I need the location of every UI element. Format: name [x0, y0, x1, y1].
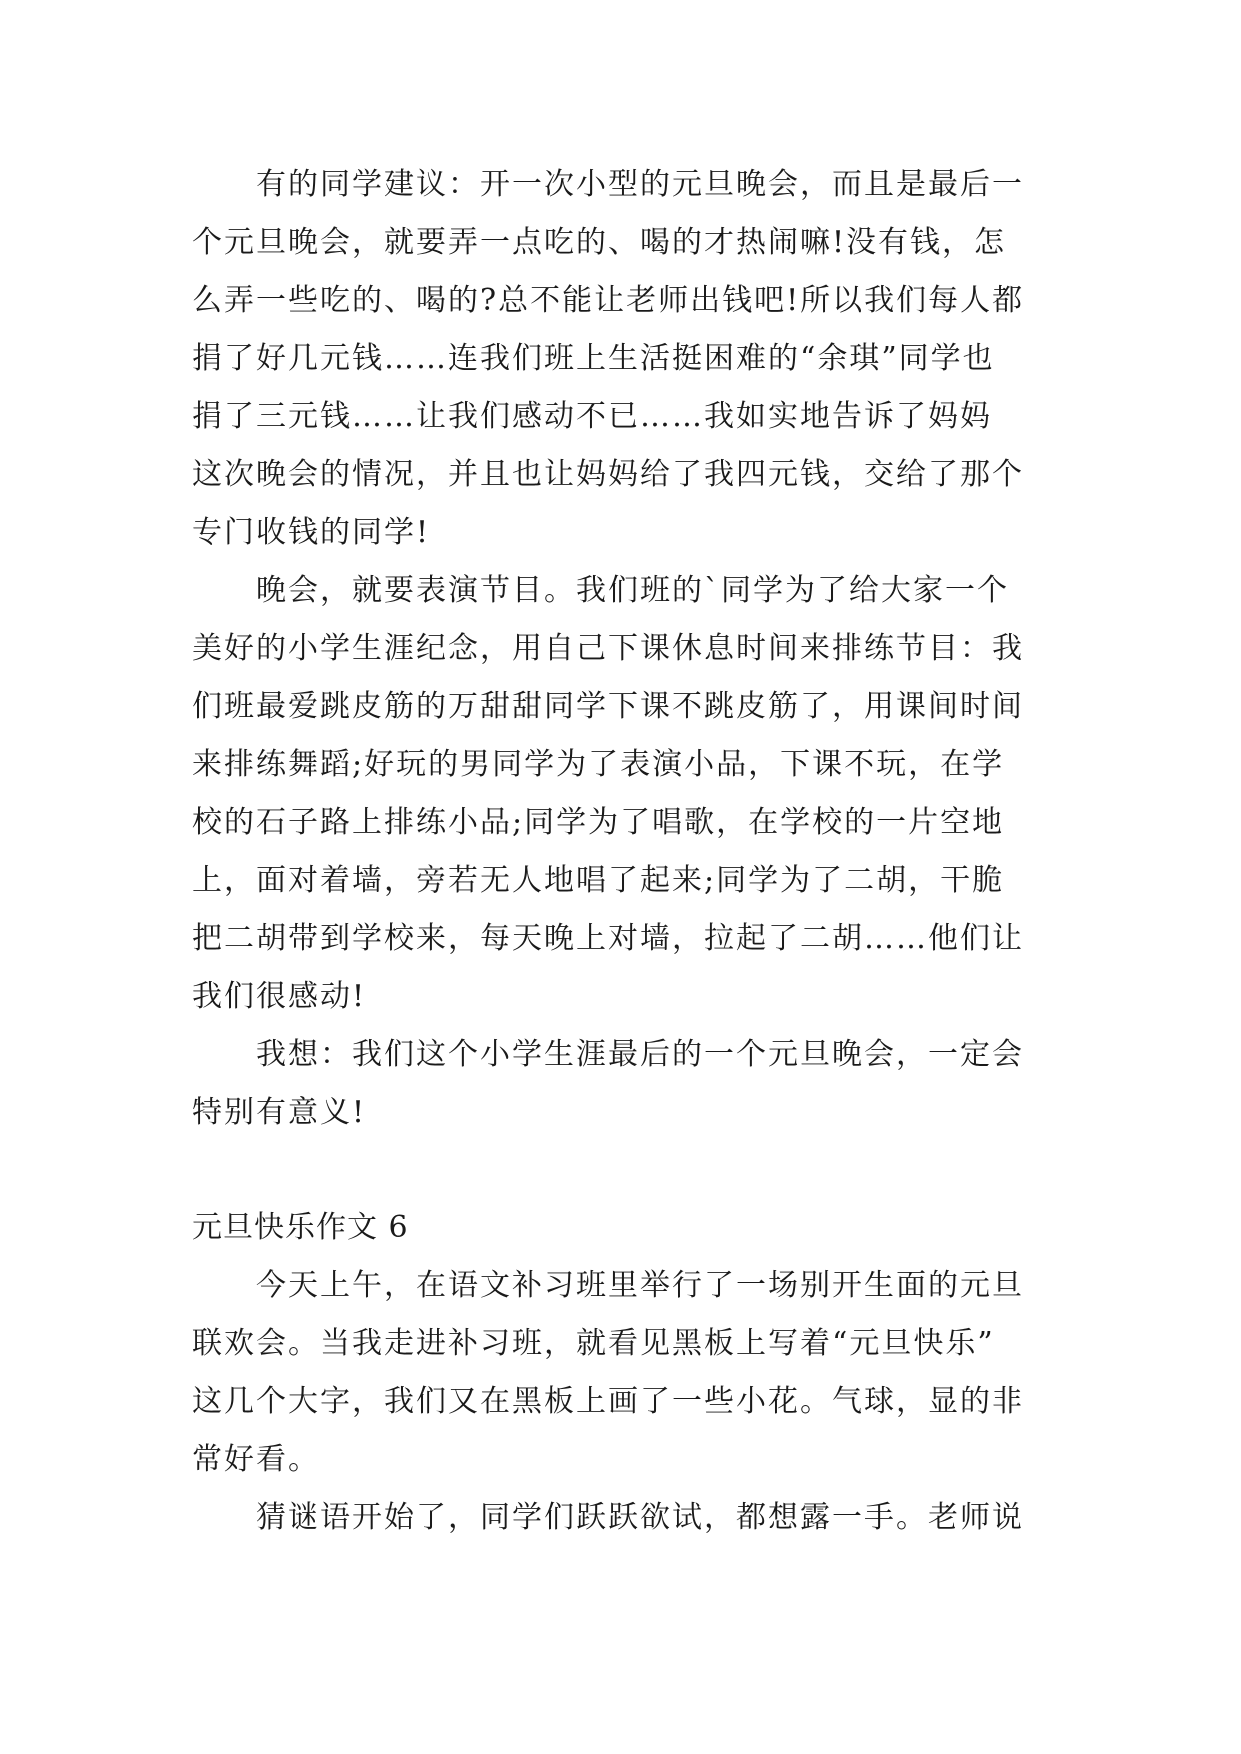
- paragraph-line: 把二胡带到学校来，每天晚上对墙，拉起了二胡……他们让: [192, 921, 1024, 956]
- paragraph-line: 今天上午，在语文补习班里举行了一场别开生面的元旦: [256, 1268, 1024, 1303]
- paragraph-line: 这几个大字，我们又在黑板上画了一些小花。气球，显的非: [192, 1384, 1024, 1419]
- paragraph-line: 联欢会。当我走进补习班，就看见黑板上写着“元旦快乐”: [192, 1326, 995, 1361]
- paragraph-line: 校的石子路上排练小品;同学为了唱歌，在学校的一片空地: [192, 805, 1005, 840]
- paragraph-line: 我们很感动!: [192, 979, 367, 1014]
- paragraph-line: 有的同学建议：开一次小型的元旦晚会，而且是最后一: [256, 167, 1024, 202]
- paragraph-line: 捐了好几元钱……连我们班上生活挺困难的“余琪”同学也: [192, 341, 995, 376]
- paragraph-line: 们班最爱跳皮筋的万甜甜同学下课不跳皮筋了，用课间时间: [192, 689, 1024, 724]
- paragraph-line: 上，面对着墙，旁若无人地唱了起来;同学为了二胡，干脆: [192, 863, 1005, 898]
- paragraph-line: 猜谜语开始了，同学们跃跃欲试，都想露一手。老师说: [256, 1500, 1024, 1535]
- paragraph-line: 美好的小学生涯纪念，用自己下课休息时间来排练节目：我: [192, 631, 1024, 666]
- paragraph-line: 么弄一些吃的、喝的?总不能让老师出钱吧!所以我们每人都: [192, 283, 1025, 318]
- section-title: 元旦快乐作文 6: [192, 1210, 409, 1245]
- paragraph-line: 这次晚会的情况，并且也让妈妈给了我四元钱，交给了那个: [192, 457, 1024, 492]
- paragraph-line: 专门收钱的同学!: [192, 515, 431, 550]
- paragraph-line: 特别有意义!: [192, 1095, 367, 1130]
- paragraph-line: 来排练舞蹈;好玩的男同学为了表演小品，下课不玩，在学: [192, 747, 1005, 782]
- paragraph-line: 常好看。: [192, 1442, 320, 1477]
- paragraph-line: 捐了三元钱……让我们感动不已……我如实地告诉了妈妈: [192, 399, 992, 434]
- paragraph-line: 个元旦晚会，就要弄一点吃的、喝的才热闹嘛!没有钱，怎: [192, 225, 1007, 260]
- paragraph-line: 晚会，就要表演节目。我们班的`同学为了给大家一个: [256, 573, 1009, 608]
- paragraph-line: 我想：我们这个小学生涯最后的一个元旦晚会，一定会: [256, 1037, 1024, 1072]
